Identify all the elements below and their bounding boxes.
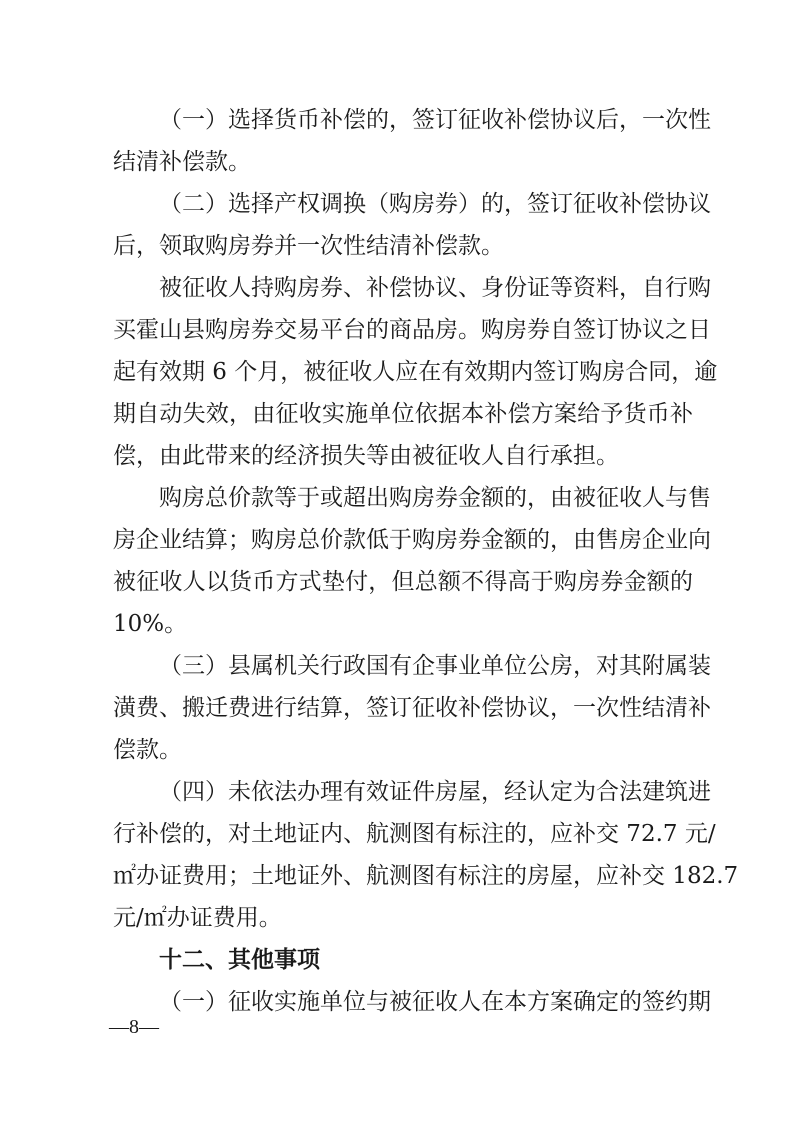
paragraph-line: 被征收人以货币方式垫付，但总额不得高于购房券金额的 — [113, 569, 693, 595]
paragraph-line: 起有效期 6 个月，被征收人应在有效期内签订购房合同，逾 — [113, 359, 718, 385]
paragraph-line: 房企业结算；购房总价款低于购房券金额的，由售房企业向 — [113, 527, 711, 553]
paragraph-line: （二）选择产权调换（购房券）的，签订征收补偿协议 — [159, 191, 711, 217]
paragraph-line: 期自动失效，由征收实施单位依据本补偿方案给予货币补 — [113, 401, 693, 427]
section-heading: 十二、其他事项 — [159, 947, 320, 973]
paragraph-line: 结清补偿款。 — [113, 149, 251, 175]
paragraph-line: 偿款。 — [113, 737, 182, 763]
paragraph-line: 购房总价款等于或超出购房券金额的，由被征收人与售 — [159, 485, 711, 511]
paragraph-line: 偿，由此带来的经济损失等由被征收人自行承担。 — [113, 443, 619, 469]
paragraph-line: （一）选择货币补偿的，签订征收补偿协议后，一次性 — [159, 107, 711, 133]
paragraph-line: ㎡办证费用；土地证外、航测图有标注的房屋，应补交 182.7 — [113, 863, 739, 889]
paragraph-line: （三）县属机关行政国有企事业单位公房，对其附属装 — [159, 653, 711, 679]
paragraph-line: 被征收人持购房券、补偿协议、身份证等资料，自行购 — [159, 275, 711, 301]
paragraph-line: 买霍山县购房券交易平台的商品房。购房券自签订协议之日 — [113, 317, 711, 343]
paragraph-line: 潢费、搬迁费进行结算，签订征收补偿协议，一次性结清补 — [113, 695, 711, 721]
paragraph-line: 元/㎡办证费用。 — [113, 905, 282, 931]
paragraph-line: （四）未依法办理有效证件房屋，经认定为合法建筑进 — [159, 779, 711, 805]
paragraph-line: 后，领取购房券并一次性结清补偿款。 — [113, 233, 504, 259]
paragraph-line: （一）征收实施单位与被征收人在本方案确定的签约期 — [159, 989, 711, 1015]
paragraph-line: 行补偿的，对土地证内、航测图有标注的，应补交 72.7 元/ — [113, 821, 716, 847]
page-number: —8— — [109, 1016, 159, 1038]
paragraph-line: 10%。 — [113, 611, 188, 637]
